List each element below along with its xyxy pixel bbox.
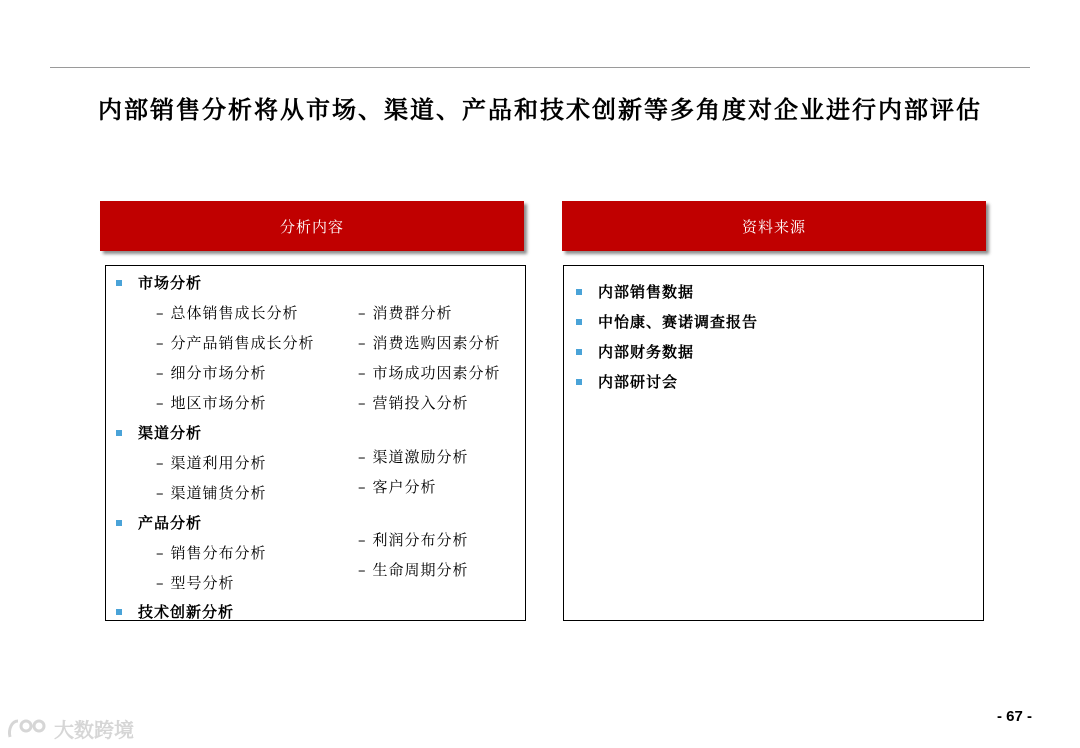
bullet-square-icon (576, 349, 582, 355)
bullet-square-icon (116, 280, 122, 286)
list-item: – 市场成功因素分析 (358, 364, 501, 382)
list-item: – 销售分布分析 (156, 544, 267, 562)
bullet-square-icon (116, 520, 122, 526)
list-item: – 客户分析 (358, 478, 437, 496)
bullet-square-icon (576, 319, 582, 325)
analysis-content-header-label: 分析内容 (279, 217, 344, 236)
list-item: 内部研讨会 (576, 371, 678, 392)
list-item: 内部销售数据 (576, 281, 694, 302)
list-item: – 细分市场分析 (156, 364, 267, 382)
list-item: – 利润分布分析 (358, 531, 469, 549)
section-channel (116, 422, 202, 443)
list-item: – 分产品销售成长分析 (156, 334, 315, 352)
list-item: – 总体销售成长分析 (156, 304, 299, 322)
dash-icon: – (358, 304, 367, 322)
dash-icon: – (156, 394, 165, 412)
list-item: – 型号分析 (156, 574, 235, 592)
list-item: 中怡康、赛诺调查报告 (576, 311, 758, 332)
watermark-logo (6, 714, 134, 743)
dash-icon: – (156, 454, 165, 472)
section-label: 渠道分析 (138, 424, 203, 442)
section-label: 市场分析 (138, 274, 203, 292)
watermark-text: 大数跨境 (54, 718, 134, 742)
analysis-content-header (100, 201, 524, 251)
data-sources-header-label: 资料来源 (741, 217, 806, 236)
list-item: – 地区市场分析 (156, 394, 267, 412)
bullet-square-icon (576, 379, 582, 385)
list-item: 内部财务数据 (576, 341, 694, 362)
list-item: – 渠道激励分析 (358, 448, 469, 466)
dash-icon: – (156, 334, 165, 352)
dash-icon: – (156, 544, 165, 562)
dash-icon: – (358, 531, 367, 549)
analysis-content-box (105, 265, 526, 621)
dash-icon: – (358, 334, 367, 352)
dash-icon: – (156, 364, 165, 382)
bullet-square-icon (116, 430, 122, 436)
list-item: – 消费选购因素分析 (358, 334, 501, 352)
list-item: – 生命周期分析 (358, 561, 469, 579)
page-number: - 67 - (996, 708, 1032, 725)
list-item: – 渠道利用分析 (156, 454, 267, 472)
section-tech-innovation (116, 601, 234, 622)
top-divider (50, 67, 1030, 68)
data-sources-header (562, 201, 986, 251)
list-item: – 营销投入分析 (358, 394, 469, 412)
list-item: – 渠道铺货分析 (156, 484, 267, 502)
section-label: 技术创新分析 (138, 603, 235, 621)
dash-icon: – (358, 478, 367, 496)
dash-icon: – (156, 574, 165, 592)
data-sources-box (563, 265, 984, 621)
bullet-square-icon (576, 289, 582, 295)
section-market (116, 272, 202, 293)
dash-icon: – (358, 364, 367, 382)
dash-icon: – (156, 484, 165, 502)
bullet-square-icon (116, 609, 122, 615)
watermark-icon (6, 717, 50, 741)
list-item: – 消费群分析 (358, 304, 453, 322)
dash-icon: – (358, 448, 367, 466)
dash-icon: – (156, 304, 165, 322)
dash-icon: – (358, 561, 367, 579)
section-label: 产品分析 (138, 514, 203, 532)
page-title: 内部销售分析将从市场、渠道、产品和技术创新等多角度对企业进行内部评估 (98, 95, 982, 124)
section-product (116, 512, 202, 533)
dash-icon: – (358, 394, 367, 412)
